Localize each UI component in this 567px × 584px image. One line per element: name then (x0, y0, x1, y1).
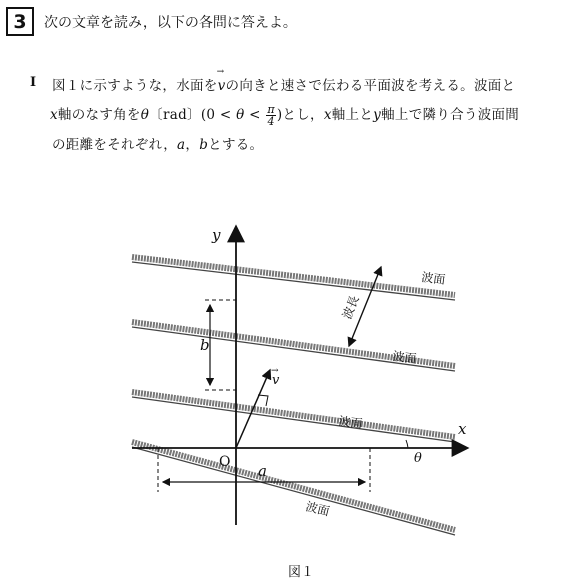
figure-caption: 図１ (288, 565, 315, 580)
problem-line-2: x軸のなす角をθ〔rad〕(0 < θ < $\frac{\pi}{4}$ )とし，x軸上とy軸上で隣り合う波面間 (50, 103, 520, 128)
part-label: I (30, 75, 37, 90)
wavefront-4 (132, 442, 455, 535)
wavefront-label-3: 波面 (337, 414, 364, 431)
question-number-box: 3 (6, 7, 34, 36)
wavefront-label-2: 波面 (391, 349, 418, 366)
wavefront-label-1: 波面 (420, 270, 447, 287)
v-label: v (272, 373, 280, 388)
b-label: b (200, 336, 210, 354)
wavefront-3 (132, 392, 455, 442)
wavefronts (132, 257, 455, 535)
right-angle-mark (258, 395, 268, 406)
y-axis-label: y (212, 226, 221, 244)
x-axis-label: x (458, 420, 467, 438)
theta-angle-arc (406, 440, 408, 448)
origin-label: O (219, 454, 231, 470)
theta-label: θ (414, 451, 422, 466)
pi-over-4-fraction: $\frac{\pi}{4}$ (267, 103, 275, 128)
question-heading: 次の文章を読み，以下の各問に答えよ。 (44, 15, 297, 31)
problem-line-1: 図１に示すような，水面を→ vの向きと速さで伝わる平面波を考える。波面と (52, 74, 515, 94)
v-vector-arrow-glyph: → (271, 366, 279, 376)
problem-line-3: の距離をそれぞれ，a，bとする。 (52, 137, 264, 153)
wavefront-label-4: 波面 (304, 499, 331, 519)
a-label: a (258, 462, 267, 480)
wavefront-1 (132, 257, 455, 300)
wavelength-label: 波長 (339, 293, 362, 322)
vector-v-inline: → v (218, 78, 226, 94)
